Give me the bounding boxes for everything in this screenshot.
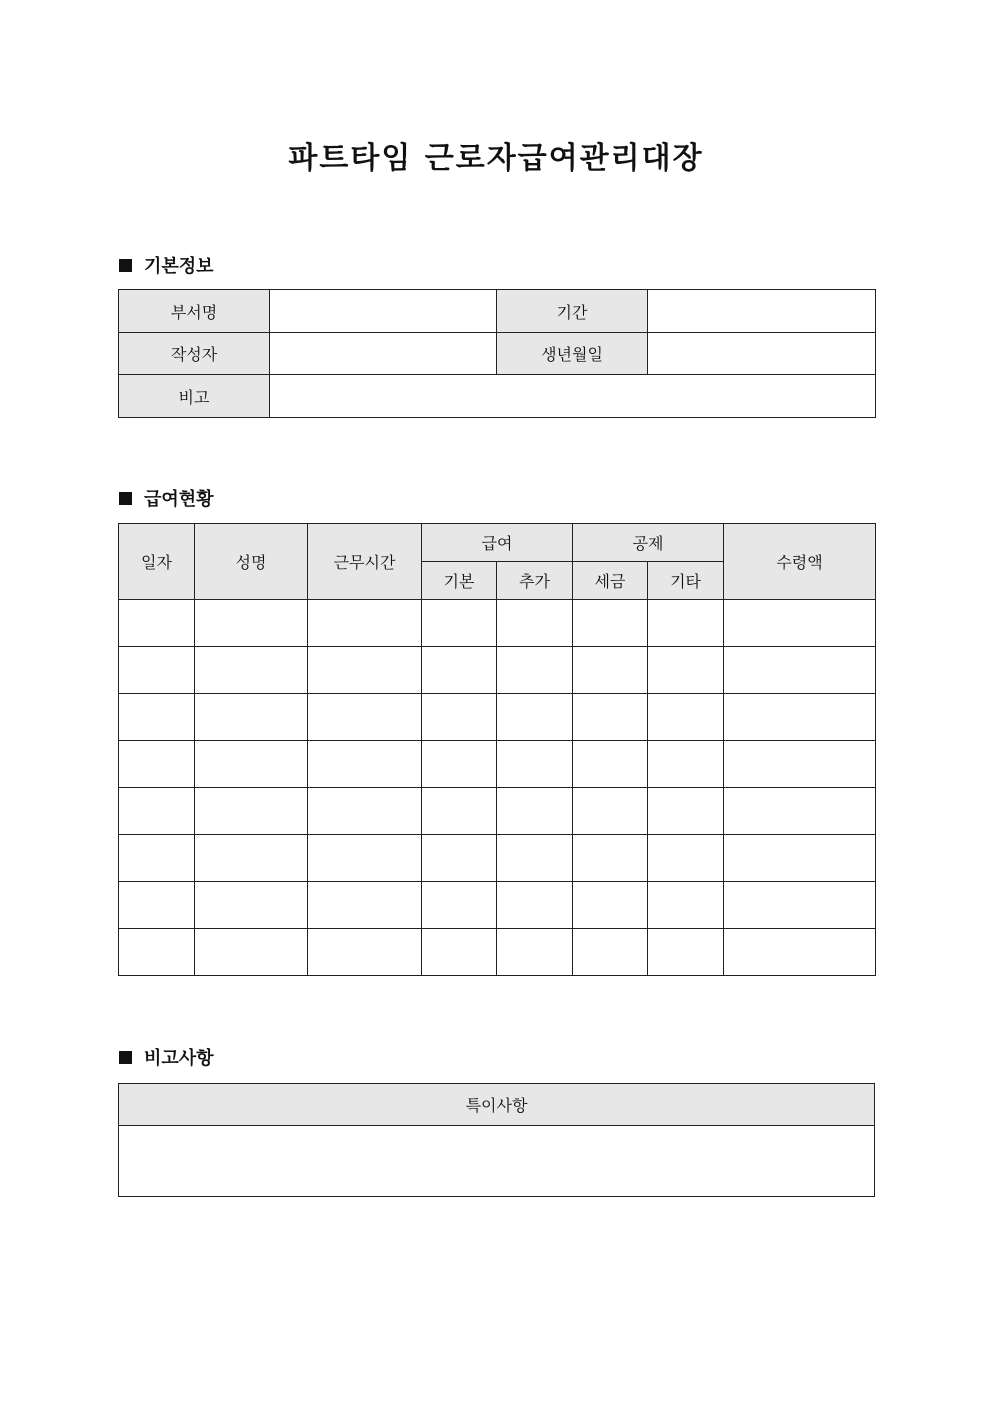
table-row bbox=[119, 600, 876, 647]
square-bullet-icon bbox=[119, 492, 132, 505]
pay-basic-column-header: 기본 bbox=[422, 562, 497, 600]
received-amount-cell[interactable] bbox=[724, 741, 876, 788]
deduction-tax-cell[interactable] bbox=[573, 835, 648, 882]
pay-additional-cell[interactable] bbox=[497, 694, 573, 741]
pay-additional-cell[interactable] bbox=[497, 882, 573, 929]
pay-basic-cell[interactable] bbox=[422, 600, 497, 647]
pay-additional-cell[interactable] bbox=[497, 741, 573, 788]
table-row bbox=[119, 741, 876, 788]
received-amount-cell[interactable] bbox=[724, 929, 876, 976]
deduction-tax-cell[interactable] bbox=[573, 741, 648, 788]
deduction-other-cell[interactable] bbox=[648, 835, 724, 882]
work-hours-cell[interactable] bbox=[308, 882, 422, 929]
name-cell[interactable] bbox=[195, 835, 308, 882]
department-field[interactable] bbox=[270, 290, 497, 333]
salary-status-heading bbox=[119, 487, 214, 509]
work-hours-cell[interactable] bbox=[308, 835, 422, 882]
special-notes-field[interactable] bbox=[119, 1126, 875, 1197]
date-column-header: 일자 bbox=[119, 524, 195, 600]
date-cell[interactable] bbox=[119, 835, 195, 882]
work-hours-cell[interactable] bbox=[308, 647, 422, 694]
notes-heading-label: 비고사항 bbox=[144, 1048, 214, 1069]
deduction-column-header: 공제 bbox=[573, 524, 724, 562]
table-row bbox=[119, 929, 876, 976]
name-cell[interactable] bbox=[195, 929, 308, 976]
pay-basic-cell[interactable] bbox=[422, 647, 497, 694]
table-row bbox=[119, 788, 876, 835]
deduction-tax-cell[interactable] bbox=[573, 694, 648, 741]
deduction-other-cell[interactable] bbox=[648, 647, 724, 694]
salary-status-heading-label: 급여현황 bbox=[144, 489, 214, 510]
table-row bbox=[119, 647, 876, 694]
square-bullet-icon bbox=[119, 1051, 132, 1064]
author-label: 작성자 bbox=[119, 333, 270, 375]
table-row bbox=[119, 835, 876, 882]
deduction-tax-cell[interactable] bbox=[573, 882, 648, 929]
deduction-tax-column-header: 세금 bbox=[573, 562, 648, 600]
document-title: 파트타임 근로자급여관리대장 bbox=[288, 141, 704, 176]
pay-column-header: 급여 bbox=[422, 524, 573, 562]
birthdate-field[interactable] bbox=[648, 333, 876, 375]
received-amount-cell[interactable] bbox=[724, 835, 876, 882]
deduction-other-cell[interactable] bbox=[648, 694, 724, 741]
salary-status-table bbox=[118, 523, 876, 976]
work-hours-cell[interactable] bbox=[308, 741, 422, 788]
remarks-field[interactable] bbox=[270, 375, 876, 418]
pay-additional-cell[interactable] bbox=[497, 788, 573, 835]
work-hours-cell[interactable] bbox=[308, 788, 422, 835]
deduction-other-cell[interactable] bbox=[648, 882, 724, 929]
work-hours-cell[interactable] bbox=[308, 600, 422, 647]
special-notes-header: 특이사항 bbox=[119, 1084, 875, 1126]
date-cell[interactable] bbox=[119, 741, 195, 788]
pay-basic-cell[interactable] bbox=[422, 882, 497, 929]
date-cell[interactable] bbox=[119, 929, 195, 976]
remarks-label: 비고 bbox=[119, 375, 270, 418]
basic-info-table bbox=[118, 289, 876, 418]
received-amount-cell[interactable] bbox=[724, 694, 876, 741]
deduction-other-cell[interactable] bbox=[648, 741, 724, 788]
pay-basic-cell[interactable] bbox=[422, 835, 497, 882]
pay-additional-cell[interactable] bbox=[497, 647, 573, 694]
pay-basic-cell[interactable] bbox=[422, 741, 497, 788]
author-field[interactable] bbox=[270, 333, 497, 375]
name-cell[interactable] bbox=[195, 882, 308, 929]
period-field[interactable] bbox=[648, 290, 876, 333]
name-cell[interactable] bbox=[195, 741, 308, 788]
deduction-tax-cell[interactable] bbox=[573, 788, 648, 835]
deduction-tax-cell[interactable] bbox=[573, 647, 648, 694]
received-amount-cell[interactable] bbox=[724, 882, 876, 929]
table-row bbox=[119, 694, 876, 741]
notes-table bbox=[118, 1083, 875, 1197]
deduction-other-cell[interactable] bbox=[648, 600, 724, 647]
period-label: 기간 bbox=[497, 290, 648, 333]
name-column-header: 성명 bbox=[195, 524, 308, 600]
basic-info-heading bbox=[119, 254, 214, 276]
name-cell[interactable] bbox=[195, 694, 308, 741]
pay-basic-cell[interactable] bbox=[422, 788, 497, 835]
deduction-other-column-header: 기타 bbox=[648, 562, 724, 600]
received-amount-cell[interactable] bbox=[724, 788, 876, 835]
birthdate-label: 생년월일 bbox=[497, 333, 648, 375]
deduction-tax-cell[interactable] bbox=[573, 929, 648, 976]
pay-basic-cell[interactable] bbox=[422, 694, 497, 741]
date-cell[interactable] bbox=[119, 788, 195, 835]
received-amount-cell[interactable] bbox=[724, 647, 876, 694]
notes-heading bbox=[119, 1046, 214, 1068]
department-label: 부서명 bbox=[119, 290, 270, 333]
date-cell[interactable] bbox=[119, 647, 195, 694]
pay-additional-column-header: 추가 bbox=[497, 562, 573, 600]
date-cell[interactable] bbox=[119, 882, 195, 929]
basic-info-heading-label: 기본정보 bbox=[144, 256, 214, 277]
work-hours-cell[interactable] bbox=[308, 929, 422, 976]
name-cell[interactable] bbox=[195, 647, 308, 694]
date-cell[interactable] bbox=[119, 600, 195, 647]
received-amount-column-header: 수령액 bbox=[724, 524, 876, 600]
work-hours-cell[interactable] bbox=[308, 694, 422, 741]
pay-additional-cell[interactable] bbox=[497, 600, 573, 647]
name-cell[interactable] bbox=[195, 600, 308, 647]
pay-additional-cell[interactable] bbox=[497, 835, 573, 882]
deduction-other-cell[interactable] bbox=[648, 788, 724, 835]
work-hours-column-header: 근무시간 bbox=[308, 524, 422, 600]
pay-basic-cell[interactable] bbox=[422, 929, 497, 976]
name-cell[interactable] bbox=[195, 788, 308, 835]
table-row bbox=[119, 882, 876, 929]
received-amount-cell[interactable] bbox=[724, 600, 876, 647]
deduction-tax-cell[interactable] bbox=[573, 600, 648, 647]
square-bullet-icon bbox=[119, 259, 132, 272]
pay-additional-cell[interactable] bbox=[497, 929, 573, 976]
deduction-other-cell[interactable] bbox=[648, 929, 724, 976]
date-cell[interactable] bbox=[119, 694, 195, 741]
